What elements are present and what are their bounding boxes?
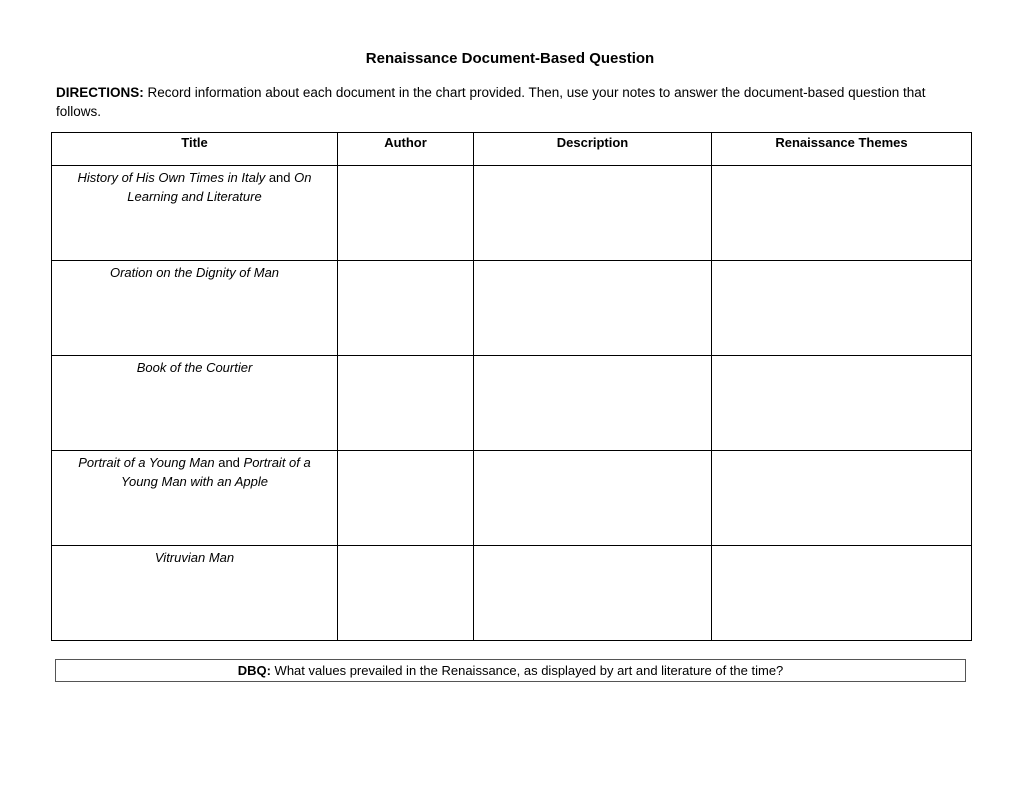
- dbq-box: [55, 659, 966, 682]
- dbq-label: DBQ:: [237, 663, 271, 678]
- themes-cell[interactable]: [712, 546, 972, 641]
- document-chart: [51, 132, 972, 641]
- author-cell[interactable]: [338, 166, 474, 261]
- themes-cell[interactable]: [712, 166, 972, 261]
- header-title: Title: [52, 133, 338, 166]
- header-description: Description: [474, 133, 712, 166]
- description-cell[interactable]: [474, 546, 712, 641]
- title-italic: On Learning and Literature: [127, 170, 312, 204]
- title-cell: [52, 546, 338, 641]
- page-title: Renaissance Document-Based Question: [365, 50, 655, 67]
- header-author: Author: [338, 133, 474, 166]
- title-italic: Book of the Courtier: [136, 360, 253, 375]
- author-cell[interactable]: [338, 546, 474, 641]
- title-cell: [52, 356, 338, 451]
- directions: [56, 83, 956, 121]
- title-cell: [52, 261, 338, 356]
- directions-label: DIRECTIONS:: [56, 85, 144, 100]
- directions-text: Record information about each document in the chart provided. Then, use your notes to answer the document-based question that follows.: [56, 85, 926, 119]
- title-italic: History of His Own Times in Italy: [77, 170, 266, 185]
- description-cell[interactable]: [474, 166, 712, 261]
- title-italic: Oration on the Dignity of Man: [109, 265, 280, 280]
- author-cell[interactable]: [338, 356, 474, 451]
- description-cell[interactable]: [474, 451, 712, 546]
- themes-cell[interactable]: [712, 261, 972, 356]
- table-row: [52, 356, 972, 451]
- title-cell: [52, 451, 338, 546]
- author-cell[interactable]: [338, 451, 474, 546]
- table-row: [52, 546, 972, 641]
- header-renaissance-themes: Renaissance Themes: [712, 133, 972, 166]
- dbq-question: What values prevailed in the Renaissance, as displayed by art and literature of the time?: [270, 663, 784, 678]
- title-italic: Portrait of a Young Man: [78, 455, 215, 470]
- title-connector: and: [265, 170, 295, 185]
- title-connector: and: [214, 455, 244, 470]
- title-italic: Vitruvian Man: [154, 550, 235, 565]
- title-cell: [52, 166, 338, 261]
- table-header-row: [52, 133, 972, 166]
- themes-cell[interactable]: [712, 356, 972, 451]
- description-cell[interactable]: [474, 261, 712, 356]
- description-cell[interactable]: [474, 356, 712, 451]
- themes-cell[interactable]: [712, 451, 972, 546]
- table-row: [52, 261, 972, 356]
- table-row: [52, 451, 972, 546]
- table-row: [52, 166, 972, 261]
- title-italic: Portrait of a Young Man with an Apple: [121, 455, 311, 489]
- author-cell[interactable]: [338, 261, 474, 356]
